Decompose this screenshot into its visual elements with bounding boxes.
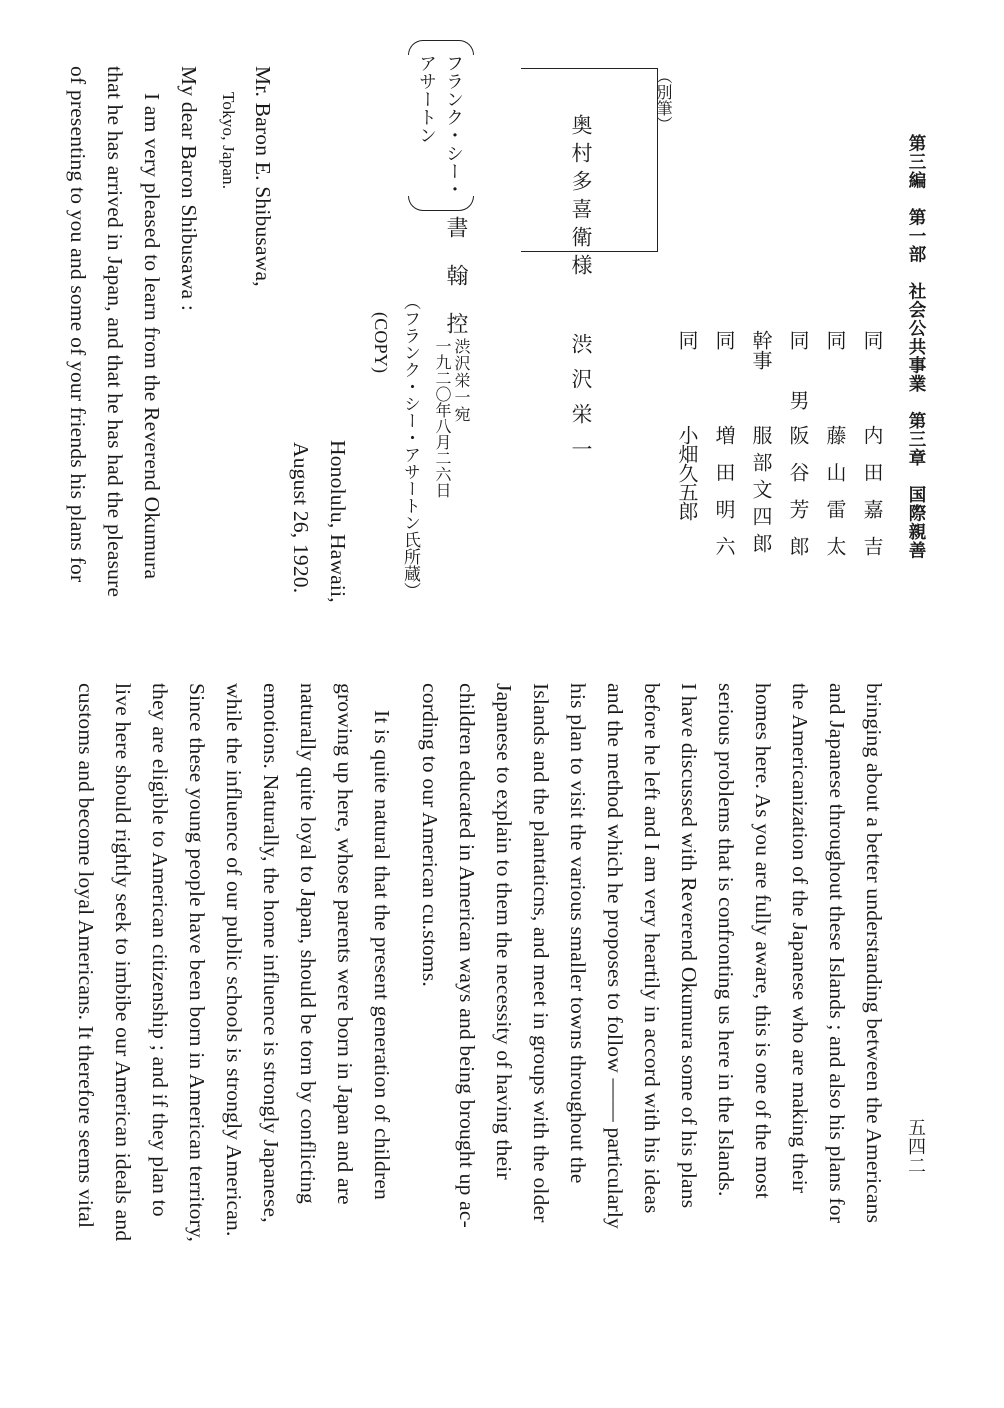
- signatory-4-title: 幹事: [749, 330, 773, 370]
- running-head: 第三編 第一部 社会公共事業 第三章 国際親善: [906, 134, 926, 560]
- body-line: It is quite natural that the present generation of children: [370, 710, 394, 1201]
- signatory-5-title: 同: [712, 330, 736, 350]
- body-line: Since these young people have been born in American territory,: [185, 683, 209, 1243]
- letter-author-line2: アサートン: [416, 54, 437, 144]
- body-line: naturally quite loyal to Japan, should be torn by conflicting: [296, 683, 320, 1204]
- body-line: while the influence of our public schools is strongly American.: [222, 683, 246, 1237]
- body-line: and Japanese throughout these Islands ; and also his plans for: [825, 683, 849, 1224]
- letter-place: Honolulu, Hawaii,: [326, 440, 350, 603]
- letter-recipient: Mr. Baron E. Shibusawa,: [251, 66, 275, 287]
- body-line: serious problems that is confronting us here in the Islands.: [714, 683, 738, 1197]
- signatory-1-title: 同: [860, 330, 884, 350]
- body-line: bringing about a better understanding between the Americans: [862, 683, 886, 1224]
- body-line: and the method which he proposes to follow —— particularly: [603, 683, 627, 1229]
- body-line: growing up here, whose parents were born in Japan and are: [333, 683, 357, 1205]
- body-line: Japanese to explain to them the necessity of having their: [492, 683, 516, 1180]
- signatory-6-title: 同: [675, 330, 699, 350]
- signatory-1-name: 内田嘉吉: [860, 425, 884, 573]
- body-line: cording to our American cu.stoms.: [418, 683, 442, 987]
- body-line: children educated in American ways and being brought up ac-: [455, 683, 479, 1228]
- signatory-4-name: 服部文四郎: [749, 425, 773, 560]
- attachment-addressee: 奥村多喜衛様: [569, 114, 593, 282]
- body-line: I have discussed with Reverend Okumura some of his plans: [677, 683, 701, 1209]
- letter-author-line1: フランク・シー・: [443, 54, 464, 198]
- letter-recipient-city: Tokyo, Japan.: [219, 92, 238, 190]
- body-line: they are eligible to American citizenship ; and if they plan to: [148, 683, 172, 1217]
- body-line: customs and become loyal Americans. It therefore seems vital: [74, 683, 98, 1229]
- body-line: I am very pleased to learn from the Reverend Okumura: [140, 93, 164, 580]
- signatory-2-name: 藤山雷太: [823, 425, 847, 573]
- letter-addressed: 渋沢栄一宛: [452, 338, 471, 423]
- body-line: homes here. As you are fully aware, this is one of the most: [751, 683, 775, 1199]
- signatory-2-title: 同: [823, 330, 847, 350]
- page-number: 五四二: [905, 1118, 926, 1175]
- body-line: live here should rightly seek to imbibe our American ideals and: [111, 683, 135, 1242]
- attachment-label: （別筆）: [654, 68, 673, 132]
- letter-author: [410, 40, 474, 210]
- signatory-5-name: 増田明六: [712, 425, 736, 573]
- letter-holder: （フランク・シー・アサートン氏所蔵）: [400, 293, 420, 599]
- letter-title: 書翰控: [443, 216, 468, 360]
- body-line: his plan to visit the various smaller towns throughout the: [566, 683, 590, 1184]
- copy-mark: (COPY): [371, 312, 391, 374]
- signatory-3-title: 同 男: [786, 330, 810, 420]
- attachment-sender: 渋沢栄一: [569, 333, 593, 473]
- body-line: before he left and I am very heartily in accord with his ideas: [640, 683, 664, 1214]
- letter-salutation: My dear Baron Shibusawa :: [177, 66, 201, 312]
- body-line: Islands and the plantaticns, and meet in groups with the older: [529, 683, 553, 1223]
- signatory-6-name: 小畑久五郎: [675, 425, 699, 520]
- signatory-3-name: 阪谷芳郎: [786, 425, 810, 573]
- body-line: the Americanization of the Japanese who are making their: [788, 683, 812, 1194]
- body-line: of presenting to you and some of your friends his plans for: [66, 66, 90, 583]
- letter-date: 一九二〇年八月二六日: [433, 338, 452, 498]
- letter-date-en: August 26, 1920.: [289, 442, 313, 594]
- body-line: emotions. Naturally, the home influence is strongly Japanese,: [259, 683, 283, 1223]
- body-line: that he has arrived in Japan, and that he has had the pleasure: [103, 66, 127, 598]
